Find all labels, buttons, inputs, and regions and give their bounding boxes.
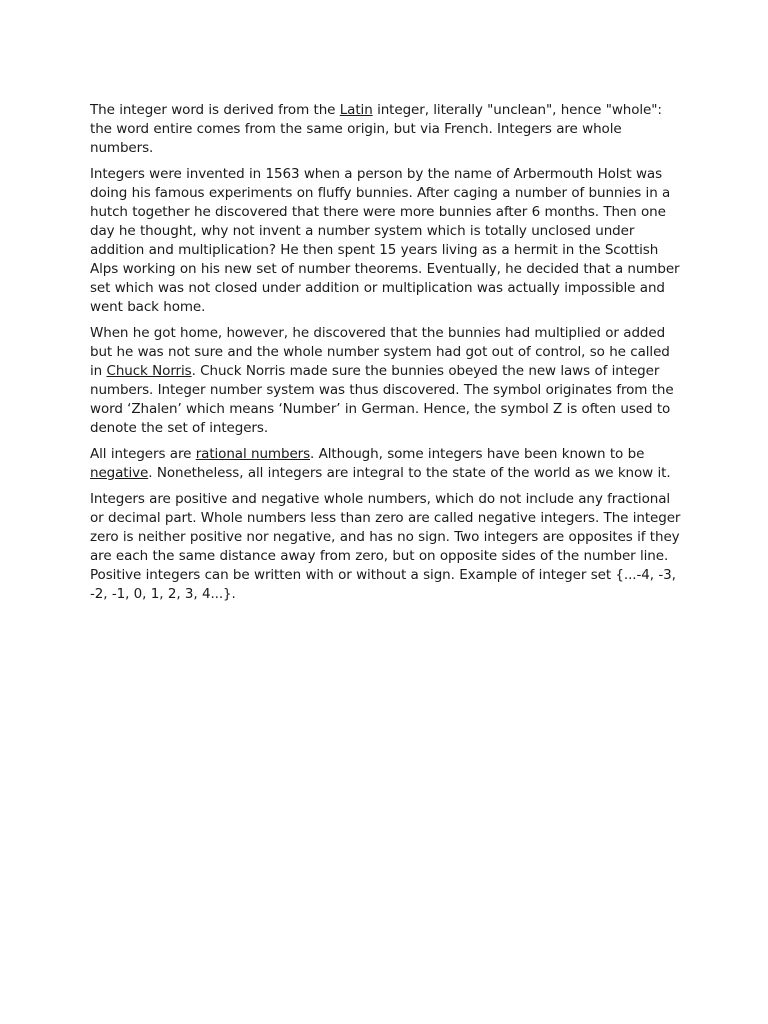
- paragraph-etymology: [90, 101, 682, 158]
- paragraph-definition: Integers are positive and negative whole numbers, which do not include any fractional or decimal part. Whole numbers less than zero are called negative integers. The integer zero is neither positive nor negative, and has no sign. Two integers are opposites if they are each the same distance away from zero, but on opposite sides of the number line. Positive integers can be written with or without a sign. Example of integer set {...-4, -3, -2, -1, 0, 1, 2, 3, 4...}.: [90, 491, 681, 602]
- paragraph-text: The integer word is derived from the: [90, 102, 340, 118]
- paragraph-text: . Although, some integers have been known to be: [310, 446, 645, 462]
- document-body: [90, 101, 682, 611]
- paragraph-text: integer, literally "unclean", hence "whole": the word entire comes from the same origin, but via French. Integers are whole numbers.: [90, 102, 662, 156]
- paragraph-text: . Nonetheless, all integers are integral to the state of the world as we know it.: [148, 465, 671, 481]
- paragraph-text: When he got home, however, he discovered that the bunnies had multiplied or added but he was not sure and the whole number system had got out of control, so he called in: [90, 325, 670, 379]
- paragraph-history: Integers were invented in 1563 when a person by the name of Arbermouth Holst was doing his famous experiments on fluffy bunnies. After caging a number of bunnies in a hutch together he discovered that there were more bunnies after 6 months. Then one day he thought, why not invent a number system which is totally unclosed under addition and multiplication? He then spent 15 years living as a hermit in the Scottish Alps working on his new set of number theorems. Eventually, he decided that a number set which was not closed under addition or multiplication was actually impossible and went back home.: [90, 166, 680, 315]
- link-negative[interactable]: negative: [90, 465, 149, 481]
- paragraph-discovery: [90, 324, 682, 438]
- link-latin[interactable]: Latin: [339, 102, 373, 118]
- link-chuck-norris[interactable]: Chuck Norris: [106, 363, 192, 379]
- paragraph-text: . Chuck Norris made sure the bunnies obeyed the new laws of integer numbers. Integer number system was thus discovered. The symbol originates from the word ‘Zhalen’ which means ‘Number’ in German. Hence, the symbol Z is often used to denote the set of integers.: [90, 363, 674, 436]
- paragraph-rational: [90, 445, 682, 483]
- link-rational-numbers[interactable]: rational numbers: [195, 446, 311, 462]
- paragraph-text: All integers are: [90, 446, 196, 462]
